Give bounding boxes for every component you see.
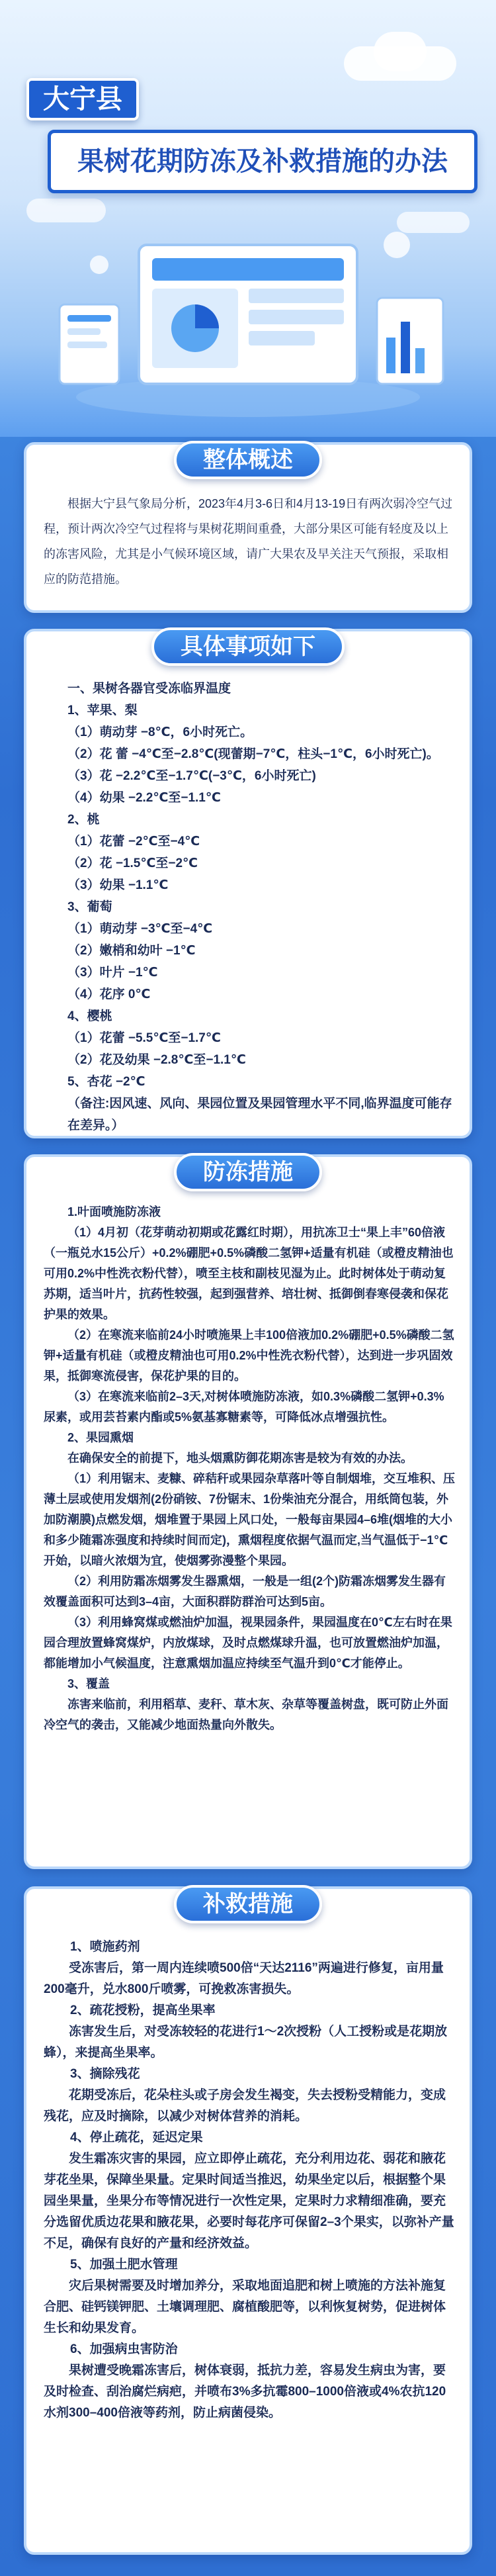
paragraph: （2）在寒流来临前24小时喷施果上丰100倍液加0.2%硼肥+0.5%磷酸二氢钾+适量有机硅（或橙皮精油也可用0.2%中性洗衣粉代替），达到进一步巩固效果，抵御寒流侵害，保花护果的目的。 <box>44 1328 454 1383</box>
prevention-content <box>44 1202 455 1735</box>
list-item: （4）幼果 −2.2℃至−1.1℃ <box>67 791 221 805</box>
list-item: 一、果树各器官受冻临界温度 <box>67 682 231 696</box>
list-item: 1、苹果、梨 <box>67 704 138 717</box>
overview-text <box>44 491 455 592</box>
paragraph: （3）在寒流来临前2–3天,对树体喷施防冻液，如0.3%磷酸二氢钾+0.3%尿素，或用芸苔素内酯或5%氨基寡糖素等，可降低冰点增强抗性。 <box>44 1390 444 1424</box>
section-heading: 具体事项如下 <box>151 627 345 666</box>
subsection-title: 4、停止疏花，延迟定果 <box>70 2131 203 2144</box>
list-item: （1）萌动芽 −8℃，6小时死亡。 <box>67 725 253 739</box>
paragraph: 在确保安全的前提下，地头烟熏防御花期冻害是较为有效的办法。 <box>67 1451 413 1465</box>
subsection-title: 1、喷施药剂 <box>70 1940 140 1954</box>
list-item: （2）花 蕾 −4℃至−2.8℃(现蕾期−7℃，柱头−1℃，6小时死亡)。 <box>67 747 439 761</box>
paragraph: 灾后果树需要及时增加养分，采取地面追肥和树上喷施的方法补施复合肥、硅钙镁钾肥、土壤调理肥、腐植酸肥等，以利恢复树势，促进树体生长和幼果发育。 <box>44 2279 446 2335</box>
list-item: （3）叶片 −1℃ <box>67 966 158 980</box>
section-heading: 整体概述 <box>174 441 322 479</box>
paragraph: （2）利用防霜冻烟雾发生器熏烟，一般是一组(2个)防霜冻烟雾发生器有效覆盖面积可达到3–4亩，大面积群防群治可达到5亩。 <box>44 1575 446 1608</box>
subsection-title: 6、加强病虫害防治 <box>70 2342 178 2356</box>
remedy-card <box>24 1886 472 2555</box>
cloud-decoration <box>374 32 427 71</box>
list-item: （2）花 −1.5℃至−2℃ <box>67 856 198 870</box>
list-item: （1）花蕾 −5.5℃至−1.7℃ <box>67 1031 221 1045</box>
list-item: 5、杏花 −2℃ <box>67 1075 145 1089</box>
county-tag: 大宁县 <box>26 78 139 120</box>
details-card <box>24 629 472 1138</box>
paragraph: （1）利用锯末、麦糠、碎秸秆或果园杂草落叶等自制烟堆，交互堆积、压薄土层或使用发烟剂(2份硝铵、7份锯末、1份柴油充分混合，用纸筒包装，外加防潮膜)点燃发烟，烟堆置于果园上风口处，一般每亩果园4–6堆(烟堆的大小和多少随霜冻强度和持续时间而定)，熏烟程度依据气温而定,当气温低于−1℃开始，以暗火浓烟为宜，使烟雾弥漫整个果园。 <box>44 1472 456 1567</box>
page-title: 果树花期防冻及补救措施的办法 <box>48 130 477 193</box>
section-heading: 防冻措施 <box>174 1153 322 1191</box>
hero-banner <box>0 0 496 437</box>
remedy-content <box>44 1937 455 2424</box>
paragraph: 受冻害后，第一周内连续喷500倍“天达2116”两遍进行修复，亩用量200毫升，兑水800斤喷雾，可挽救冻害损失。 <box>44 1961 444 1996</box>
list-item: 3、葡萄 <box>67 900 112 914</box>
subsection-title: 2、疏花授粉，提高坐果率 <box>70 2003 216 2017</box>
list-item: （3）花 −2.2℃至−1.7℃(−3℃，6小时死亡) <box>67 769 316 783</box>
paragraph: （3）利用蜂窝煤或燃油炉加温，视果园条件，果园温度在0℃左右时在果园合理放置蜂窝煤炉，内放煤球，及时点燃煤球升温，也可放置燃油炉加温，都能增加小气候温度，注意熏烟加温应持续至气温升到0℃才能停止。 <box>44 1616 452 1670</box>
list-item: 2、桃 <box>67 813 100 827</box>
overview-card <box>24 442 472 613</box>
subsection-title: 1.叶面喷施防冻液 <box>67 1205 161 1219</box>
list-item: 4、樱桃 <box>67 1009 112 1023</box>
paragraph: 果树遭受晚霜冻害后，树体衰弱，抵抗力差，容易发生病虫为害，要及时检查、刮治腐烂病疤，并喷布3%多抗霉800–1000倍液或4%农抗120水剂300–400倍液等药剂，防止病菌侵染。 <box>44 2364 446 2420</box>
details-list <box>44 678 455 1136</box>
list-item: （1）花蕾 −2℃至−4℃ <box>67 835 200 849</box>
list-item: （4）花序 0℃ <box>67 988 151 1001</box>
section-heading: 补救措施 <box>174 1885 322 1923</box>
paragraph: （1）4月初（花芽萌动初期或花露红时期），用抗冻卫士“果上丰”60倍液（一瓶兑水15公斤）+0.2%硼肥+0.5%磷酸二氢钾+适量有机硅（或橙皮精油也可用0.2%中性洗衣粉代替），喷至主枝和副枝见湿为止。此时树体处于萌动复苏期，适当叶片，抗药性较强，起到强营养、培壮树、抵御倒春寒侵袭和保花护果的效果。 <box>44 1226 454 1321</box>
list-item: （3）幼果 −1.1℃ <box>67 878 169 892</box>
subsection-title: 5、加强土肥水管理 <box>70 2258 178 2272</box>
technology-illustration <box>0 205 496 424</box>
subsection-title: 2、果园熏烟 <box>67 1431 134 1444</box>
paragraph: 发生霜冻灾害的果园，应立即停止疏花，充分利用边花、弱花和腋花芽花坐果，保障坐果量。定果时间适当推迟，幼果坐定以后，根据整个果园坐果量，坐果分布等情况进行一次性定果，定果时力求精细准确，要充分选留优质边花果和腋花果，必要时每花序可保留2–3个果实，以弥补产量不足，确保有良好的产量和经济效益。 <box>44 2152 454 2250</box>
list-item: （2）花及幼果 −2.8℃至−1.1℃ <box>67 1053 246 1067</box>
list-item: （1）萌动芽 −3℃至−4℃ <box>67 922 213 936</box>
paragraph: 冻害来临前，利用稻草、麦秆、草木灰、杂草等覆盖树盘，既可防止外面冷空气的袭击，又能减少地面热量向外散失。 <box>44 1698 448 1731</box>
prevention-card <box>24 1154 472 1869</box>
subsection-title: 3、覆盖 <box>67 1677 110 1690</box>
subsection-title: 3、摘除残花 <box>70 2067 140 2081</box>
overview-paragraph: 根据大宁县气象局分析，2023年4月3-6日和4月13-19日有两次弱冷空气过程，预计两次冷空气过程将与果树花期间重叠，大部分果区可能有轻度及以上的冻害风险，尤其是小气候环境区域，请广大果农及早关注天气预报，采取相应的防范措施。 <box>44 497 453 586</box>
paragraph: 冻害发生后，对受冻较轻的花进行1～2次授粉（人工授粉或是花期放蜂），来提高坐果率。 <box>44 2025 448 2060</box>
list-item: （备注:因风速、风向、果园位置及果园管理水平不同,临界温度可能存在差异。） <box>67 1097 452 1132</box>
paragraph: 花期受冻后，花朵柱头或子房会发生褐变，失去授粉受精能力，变成残花，应及时摘除，以减少对树体营养的消耗。 <box>44 2088 446 2123</box>
list-item: （2）嫩梢和幼叶 −1℃ <box>67 944 196 958</box>
